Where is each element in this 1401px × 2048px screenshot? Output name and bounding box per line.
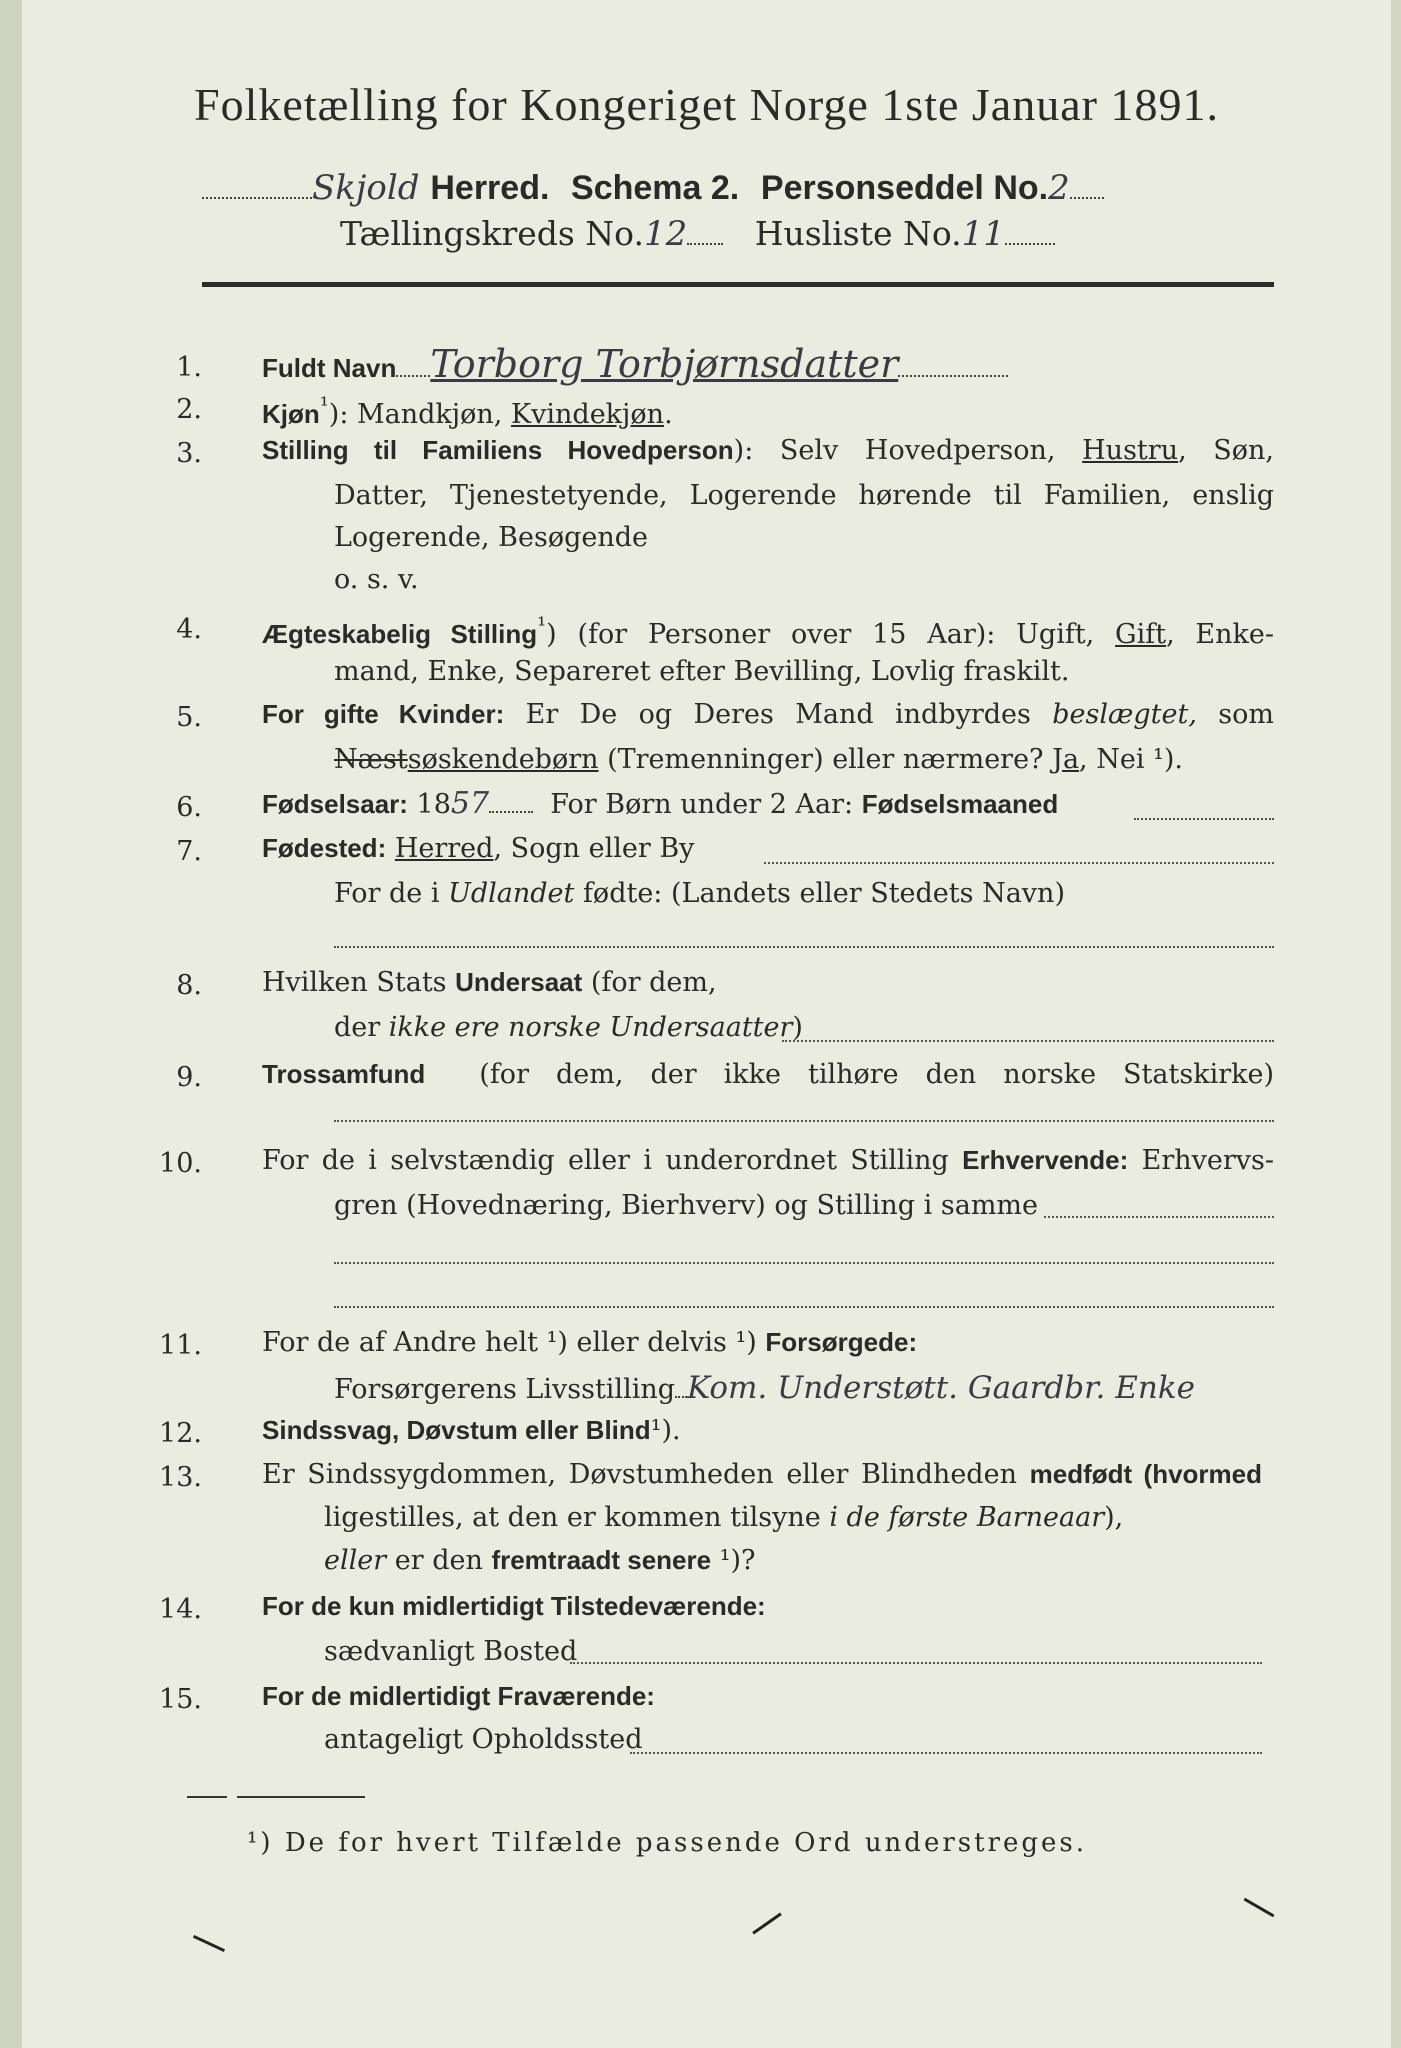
q7-line2: For de i Udlandet fødte: (Landets eller Stedets Navn) bbox=[334, 878, 1065, 909]
item-number: 9. bbox=[176, 1062, 202, 1093]
q6-birth-year: Fødselsaar: 1857 For Børn under 2 Aar: Fødselsmaaned bbox=[262, 786, 1059, 821]
q5-selected: Ja bbox=[1052, 744, 1080, 775]
q11-line2: Forsørgerens Livsstilling Kom. Understøtt. Gaardbr. Enke bbox=[334, 1370, 1195, 1406]
q3-line1: Stilling til Familiens Hovedperson): Selv Hovedperson, Hustru, Søn, bbox=[262, 435, 1275, 466]
q1-value: Torborg Torbjørnsdatter bbox=[430, 342, 899, 386]
q1-label: Fuldt Navn bbox=[262, 353, 397, 383]
footnote-separator bbox=[187, 1796, 227, 1798]
q3-line3: Logerende, Besøgende bbox=[334, 522, 648, 553]
q7-birthplace: Fødested: Herred, Sogn eller By bbox=[262, 833, 695, 864]
q6-year-value: 57 bbox=[450, 786, 490, 821]
q9-religion: Trossamfund (for dem, der ikke tilhøre den norske Statskirke) bbox=[262, 1059, 1274, 1090]
q5-line2: Næstsøskendebørn (Tremenninger) eller nærmere? Ja, Nei ¹). bbox=[334, 744, 1183, 775]
q10-line1: For de i selvstændig eller i underordnet Stilling Erhvervende: Erhvervs- bbox=[262, 1145, 1274, 1176]
herred-label: Herred. bbox=[430, 169, 550, 207]
husliste-label: Husliste No. bbox=[754, 214, 962, 253]
kreds-no: 12 bbox=[643, 214, 688, 254]
item-number: 8. bbox=[176, 970, 202, 1001]
husliste-no: 11 bbox=[961, 214, 1005, 254]
kreds-label: Tællingskreds No. bbox=[340, 214, 644, 253]
item-number: 13. bbox=[159, 1462, 202, 1493]
q15-line1: For de midlertidigt Fraværende: bbox=[262, 1681, 655, 1711]
q14-line2: sædvanligt Bosted bbox=[324, 1636, 578, 1667]
item-number: 6. bbox=[176, 792, 202, 823]
q4-line2: mand, Enke, Separeret efter Bevilling, Lovlig fraskilt. bbox=[334, 656, 1070, 687]
item-number: 2. bbox=[176, 394, 202, 425]
form-title: Folketælling for Kongeriget Norge 1ste Januar 1891. bbox=[194, 79, 1219, 130]
item-number: 15. bbox=[159, 1684, 202, 1715]
herred-line bbox=[202, 168, 1104, 208]
q14-line1: For de kun midlertidigt Tilstedeværende: bbox=[262, 1591, 766, 1621]
q12-disability: Sindssvag, Døvstum eller Blind¹). bbox=[262, 1415, 681, 1446]
schema-label: Schema 2. bbox=[571, 169, 740, 207]
item-number: 14. bbox=[159, 1594, 202, 1625]
herred-name: Skjold bbox=[312, 168, 420, 208]
q3-selected: Hustru bbox=[1082, 435, 1179, 466]
q13-line3: eller er den fremtraadt senere ¹)? bbox=[324, 1545, 756, 1576]
kreds-line bbox=[340, 214, 1055, 254]
q8-line2: der ikke ere norske Undersaatter) bbox=[334, 1012, 803, 1043]
item-number: 11. bbox=[159, 1330, 202, 1361]
header-rule bbox=[202, 282, 1274, 287]
q4-selected: Gift bbox=[1115, 619, 1167, 650]
footnote: ¹) De for hvert Tilfælde passende Ord understreges. bbox=[247, 1828, 1088, 1858]
q11-line1: For de af Andre helt ¹) eller delvis ¹) Forsørgede: bbox=[262, 1327, 918, 1358]
registration-mark bbox=[1244, 1898, 1275, 1918]
item-number: 7. bbox=[176, 836, 202, 867]
personseddel-no: 2 bbox=[1048, 168, 1070, 208]
footnote-separator bbox=[237, 1796, 365, 1798]
q1-full-name bbox=[262, 344, 1274, 389]
item-number: 10. bbox=[159, 1148, 202, 1179]
registration-mark bbox=[193, 1935, 225, 1952]
q5-line1: For gifte Kvinder: Er De og Deres Mand indbyrdes beslægtet, som bbox=[262, 699, 1275, 730]
item-number: 12. bbox=[159, 1418, 202, 1449]
q2-gender: Kjøn$^{^1}$): Mandkjøn, Kvindekjøn. bbox=[262, 393, 673, 430]
q4-line1: Ægteskabelig Stilling$^{^1}$) (for Personer over 15 Aar): Ugift, Gift, Enke- bbox=[262, 613, 1274, 650]
personseddel-label: Personseddel No. bbox=[760, 169, 1049, 207]
q11-value: Kom. Understøtt. Gaardbr. Enke bbox=[687, 1370, 1195, 1406]
q3-line4: o. s. v. bbox=[334, 564, 419, 595]
q13-line2: ligestilles, at den er kommen tilsyne i de første Barneaar), bbox=[324, 1502, 1124, 1533]
item-number: 5. bbox=[176, 702, 202, 733]
q3-line2: Datter, Tjenestetyende, Logerende hørende til Familien, enslig bbox=[334, 480, 1274, 511]
item-number: 1. bbox=[176, 352, 202, 383]
q13-line1: Er Sindssygdommen, Døvstumheden eller Blindheden medfødt (hvormed bbox=[262, 1459, 1262, 1490]
q8-line1: Hvilken Stats Undersaat (for dem, bbox=[262, 967, 717, 998]
item-number: 3. bbox=[176, 438, 202, 469]
q10-line2: gren (Hovednæring, Bierhverv) og Stilling i samme bbox=[334, 1190, 1039, 1221]
q2-selected: Kvindekjøn bbox=[510, 399, 665, 430]
registration-mark bbox=[752, 1913, 782, 1935]
item-number: 4. bbox=[176, 614, 202, 645]
q7-selected: Herred bbox=[394, 833, 494, 864]
q15-line2: antageligt Opholdssted bbox=[324, 1724, 643, 1755]
